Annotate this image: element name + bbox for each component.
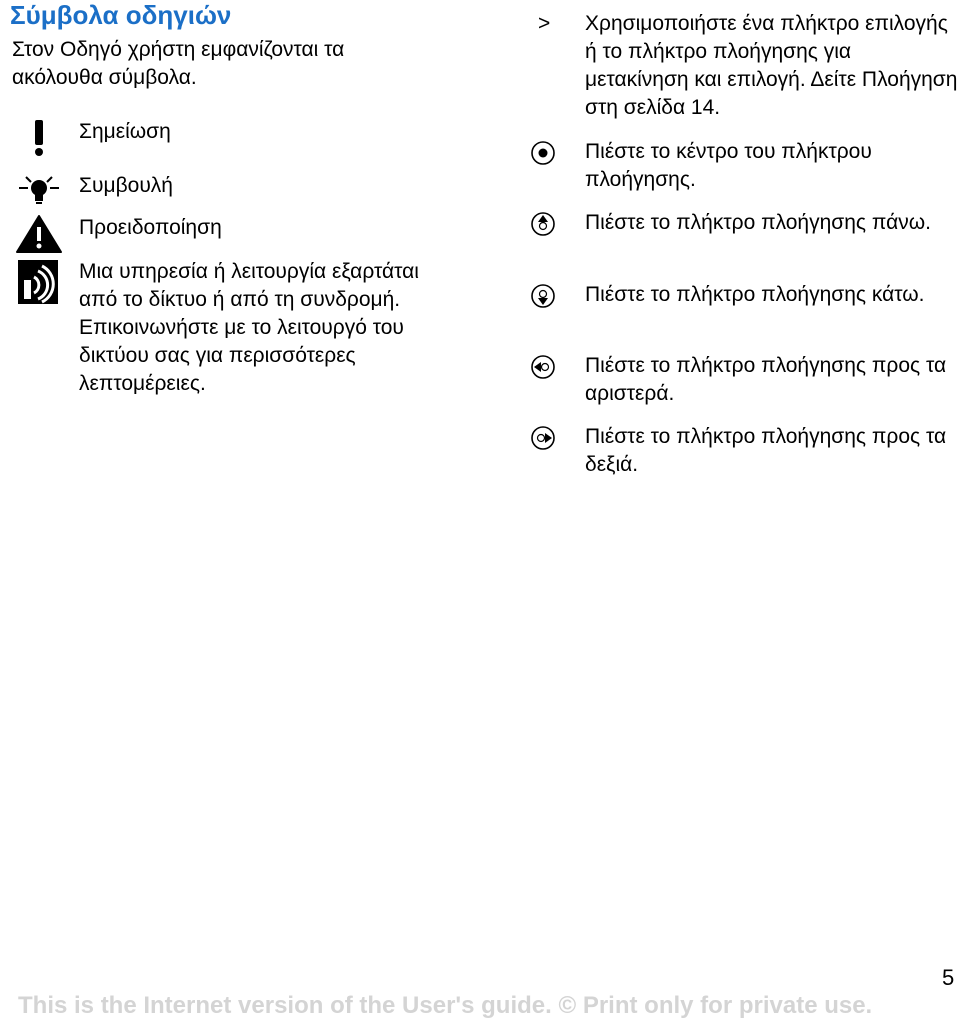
nav-down-icon <box>530 283 556 309</box>
nav-left-icon <box>530 354 556 380</box>
greater-than-icon: > <box>538 12 551 35</box>
footer-notice: This is the Internet version of the User's guide. © Print only for private use. <box>18 992 873 1019</box>
page-title: Σύμβολα οδηγιών <box>10 0 232 30</box>
symbol-warning-label: Προειδοποίηση <box>79 216 222 239</box>
nav-center-text: Πιέστε το κέντρο του πλήκτρου πλοήγησης. <box>585 140 872 191</box>
nav-right-text: Πιέστε το πλήκτρο πλοήγησης προς τα δεξιά. <box>585 425 947 476</box>
nav-select-text: Χρησιμοποιήστε ένα πλήκτρο επιλογής ή το πλήκτρο πλοήγησης για μετακίνηση και επιλογή. Δείτε Πλοήγηση στη σελίδα 14. <box>585 12 958 119</box>
lightbulb-icon <box>14 172 64 216</box>
nav-right-icon <box>530 425 556 451</box>
intro-text: Στον Οδηγό χρήστη εμφανίζονται τα ακόλουθα σύμβολα. <box>12 38 345 89</box>
exclamation-icon <box>14 118 64 162</box>
symbol-network-service-label: Μια υπηρεσία ή λειτουργία εξαρτάται από το δίκτυο ή από τη συνδρομή. Επικοινωνήστε με το λειτουργό του δικτύου σας για περισσότερες λεπτομέρειες. <box>79 260 419 395</box>
nav-down-text: Πιέστε το πλήκτρο πλοήγησης κάτω. <box>585 283 925 306</box>
nav-center-icon <box>530 140 556 166</box>
nav-up-icon <box>530 211 556 237</box>
page-number: 5 <box>942 965 955 990</box>
nav-left-text: Πιέστε το πλήκτρο πλοήγησης προς τα αριστερά. <box>585 354 947 405</box>
symbol-note-label: Σημείωση <box>79 120 171 143</box>
symbol-tip-label: Συμβουλή <box>79 174 173 197</box>
nav-up-text: Πιέστε το πλήκτρο πλοήγησης πάνω. <box>585 211 931 234</box>
warning-triangle-icon <box>14 214 64 258</box>
network-service-icon <box>14 260 64 304</box>
